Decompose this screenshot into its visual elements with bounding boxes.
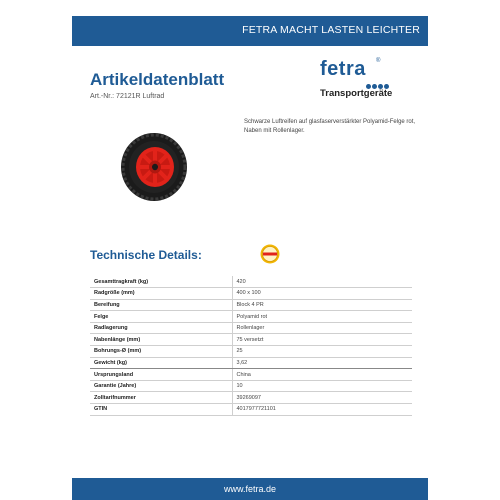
spec-label: Bereifung xyxy=(90,299,232,311)
spec-label: Bohrungs-Ø (mm) xyxy=(90,346,232,358)
product-image xyxy=(90,115,218,220)
quality-seal-icon xyxy=(260,244,280,264)
spec-value: 4017977721101 xyxy=(232,404,412,416)
page-title: Artikeldatenblatt xyxy=(90,70,225,89)
table-row xyxy=(90,322,412,334)
datasheet-page xyxy=(72,0,428,500)
spec-value: 420 xyxy=(232,276,412,288)
spec-label: Nabenlänge (mm) xyxy=(90,334,232,346)
table-row xyxy=(90,276,412,288)
spec-table xyxy=(90,276,412,416)
spec-label: Radgröße (mm) xyxy=(90,288,232,300)
spec-value: China xyxy=(232,369,412,381)
table-row xyxy=(90,334,412,346)
table-row xyxy=(90,357,412,369)
spec-label: Ursprungsland xyxy=(90,369,232,381)
table-row xyxy=(90,311,412,323)
spec-value: Block 4 PR xyxy=(232,299,412,311)
table-row xyxy=(90,404,412,416)
footer-bar xyxy=(72,478,428,500)
spec-value: 10 xyxy=(232,380,412,392)
wheel-icon xyxy=(90,115,218,220)
logo-wordmark: fetra xyxy=(320,58,366,80)
table-row xyxy=(90,346,412,358)
fetra-logo[interactable] xyxy=(320,58,410,102)
spec-value: Rollenlager xyxy=(232,322,412,334)
spec-label: Radlagerung xyxy=(90,322,232,334)
spec-value: Polyamid rot xyxy=(232,311,412,323)
spec-value: 3,62 xyxy=(232,357,412,369)
table-row xyxy=(90,369,412,381)
logo-tagline: Transportgeräte xyxy=(320,88,393,99)
footer-url[interactable]: www.fetra.de xyxy=(223,484,277,494)
registered-mark: ® xyxy=(376,58,381,64)
table-row xyxy=(90,380,412,392)
product-description: Schwarze Luftreifen auf glasfaserverstärkter Polyamid-Felge rot, Naben mit Rollenlager. xyxy=(244,119,416,134)
table-row xyxy=(90,299,412,311)
spec-label: Gewicht (kg) xyxy=(90,357,232,369)
spec-label: Zolltarifnummer xyxy=(90,392,232,404)
spec-value: 25 xyxy=(232,346,412,358)
spec-value: 400 x 100 xyxy=(232,288,412,300)
spec-label: Gesamttragkraft (kg) xyxy=(90,276,232,288)
article-number: Art.-Nr.: 72121R Luftrad xyxy=(90,93,165,100)
spec-value: 39269097 xyxy=(232,392,412,404)
spec-label: GTIN xyxy=(90,404,232,416)
table-row xyxy=(90,288,412,300)
spec-label: Garantie (Jahre) xyxy=(90,380,232,392)
top-banner xyxy=(72,16,428,46)
table-row xyxy=(90,392,412,404)
spec-value: 75 versetzt xyxy=(232,334,412,346)
banner-slogan: FETRA MACHT LASTEN LEICHTER xyxy=(242,24,420,36)
spec-label: Felge xyxy=(90,311,232,323)
technical-details-heading: Technische Details: xyxy=(90,248,202,262)
